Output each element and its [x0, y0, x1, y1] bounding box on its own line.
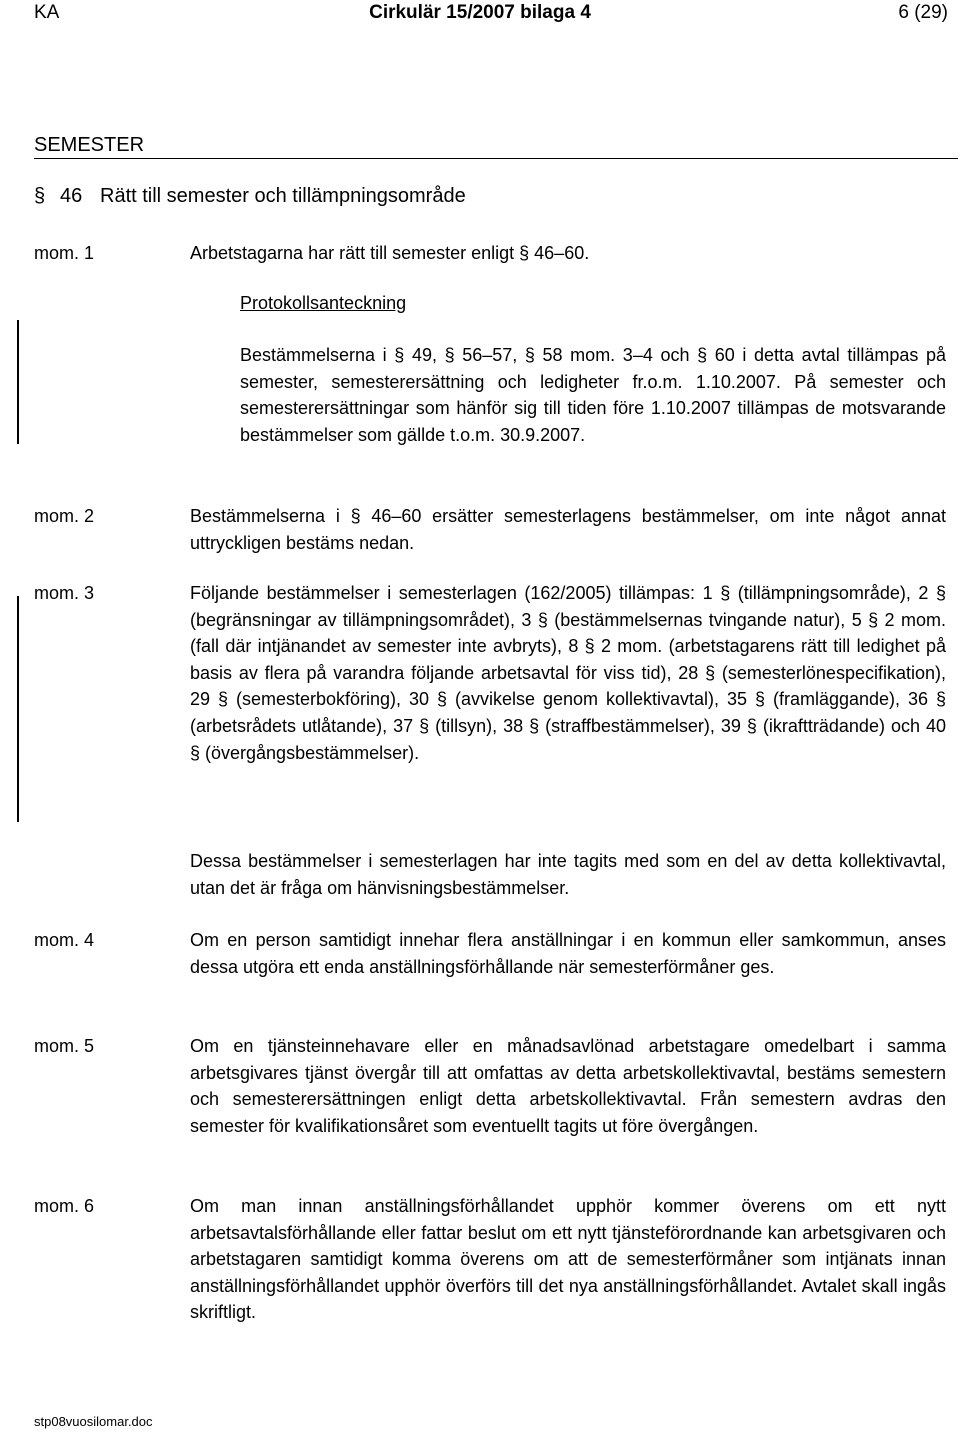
page-number: 6 (29)	[898, 2, 948, 23]
change-bar-1	[17, 320, 19, 444]
mom-text-6: Om man innan anställningsförhållandet upphör kommer överens om ett nytt arbetsavtalsförhållande eller fattar beslut om ett nytt tjänsteförordnande kan arbetsgivaren och arbetstagaren samtidigt komma överens om att de semesterförmåner som intjänats innan anställningsförhållandet upphör överförs till det nya anställningsförhållandet. Avtalet skall ingås skriftligt.	[190, 1196, 946, 1323]
mom-label-6: mom. 6	[34, 1196, 95, 1216]
mom-label-1: mom. 1	[34, 243, 95, 263]
footer-filename: stp08vuosilomar.doc	[34, 1414, 153, 1429]
mom-text-2: Bestämmelserna i § 46–60 ersätter semesterlagens bestämmelser, om inte något annat uttryckligen bestäms nedan.	[190, 506, 946, 553]
change-bar-2	[17, 596, 19, 822]
mom-text-3: Följande bestämmelser i semesterlagen (162/2005) tillämpas: 1 § (tillämpningsområde), 2 § (begränsningar av tillämpningsområdet), 3 § (bestämmelsernas tvingande natur), 5 § 2 mom. (fall där intjänandet av semester inte avbryts), 8 § 2 mom. (arbetstagarens rätt till ledighet på basis av flera på varandra följande arbetsavtal för viss tid), 28 § (semesterlönespecifikation), 29 § (semesterbokföring), 30 § (avvikelse genom kollektivavtal), 35 § (framläggande), 36 § (arbetsrådets utlåtande), 37 § (tillsyn), 38 § (straffbestämmelser), 39 § (ikraftträdande) och 40 § (övergångsbestämmelser).	[190, 583, 946, 763]
section-symbol: §	[34, 185, 46, 207]
mom-text-1: Arbetstagarna har rätt till semester enligt § 46–60.	[190, 243, 590, 263]
chapter-title: SEMESTER	[34, 134, 145, 156]
protocol-note-heading: Protokollsanteckning	[240, 293, 407, 313]
title-divider	[34, 158, 958, 159]
mom-label-2: mom. 2	[34, 506, 95, 526]
section-title: Rätt till semester och tillämpningsområde	[100, 185, 466, 207]
mom-text-4: Om en person samtidigt innehar flera anställningar i en kommun eller samkommun, anses dessa utgöra ett enda anställningsförhållande när semesterförmåner ges.	[190, 930, 946, 977]
mom-label-3: mom. 3	[34, 583, 95, 603]
header-title: Cirkulär 15/2007 bilaga 4	[369, 2, 591, 23]
mom-label-4: mom. 4	[34, 930, 95, 950]
section-number: 46	[60, 185, 83, 207]
protocol-note-text: Bestämmelserna i § 49, § 56–57, § 58 mom. 3–4 och § 60 i detta avtal tillämpas på semester, semesterersättning och ledigheter fr.o.m. 1.10.2007. På semester och semesterersättningar som hänför sig till tiden före 1.10.2007 tillämpas de motsvarande bestämmelser som gällde t.o.m. 30.9.2007.	[240, 345, 946, 445]
header-left: KA	[34, 2, 60, 23]
mom-label-5: mom. 5	[34, 1036, 95, 1056]
mom-text-5: Om en tjänsteinnehavare eller en månadsavlönad arbetstagare omedelbart i samma arbetsgivares tjänst övergår till att omfattas av detta arbetskollektivavtal, bestäms semestern och semesterersättningen enligt detta arbetskollektivavtal. Från semestern avdras den semester för kvalifikationsåret som eventuellt tagits ut före övergången.	[190, 1036, 946, 1136]
mom-text-3-continued: Dessa bestämmelser i semesterlagen har inte tagits med som en del av detta kollektivavtal, utan det är fråga om hänvisningsbestämmelser.	[190, 851, 946, 898]
